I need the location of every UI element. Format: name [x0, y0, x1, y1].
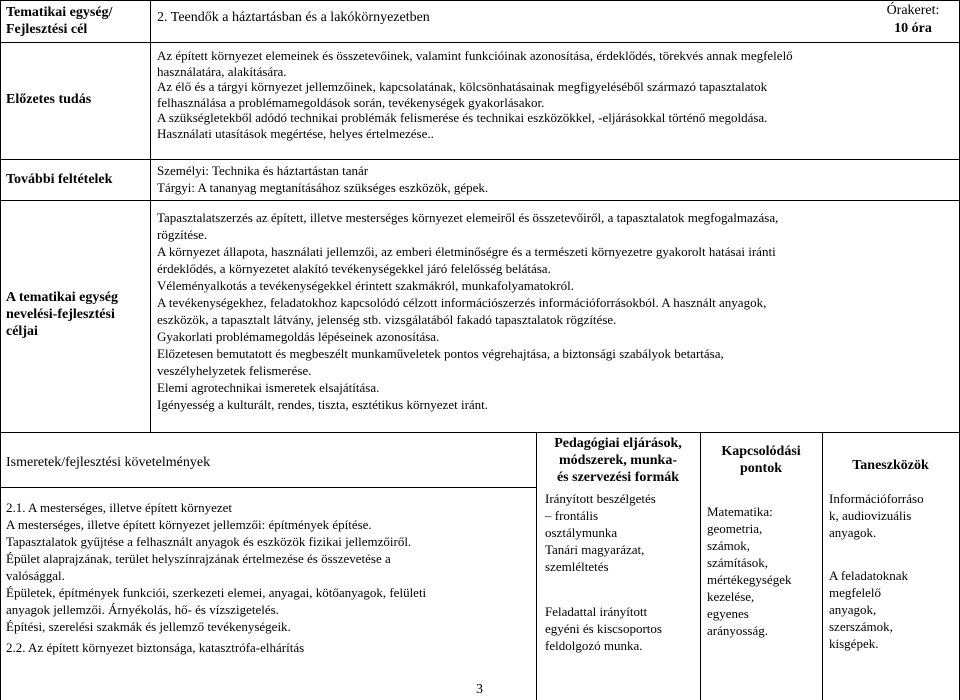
requirements-line: Épület alaprajzának, terület helyszínrajzának értelmezése és összevetése a — [6, 551, 391, 566]
objective-line: rögzítése. — [157, 227, 208, 242]
requirements-line: A mesterséges, illetve épített környezet jellemzői: építmények építése. — [6, 517, 372, 532]
prior-knowledge-line: Használati utasítások megértése, helyes értelmezése.. — [157, 126, 434, 141]
objective-line: Előzetesen bemutatott és megbeszélt munkaműveletek pontos végrehajtása, a biztonsági szabályok betartása, — [157, 346, 724, 361]
tools-line: szerszámok, — [829, 619, 893, 634]
grid-top — [0, 0, 960, 1]
requirements-line: Tapasztalatok gyűjtése a felhasznált anyagok és eszközök fizikai jellemzőiről. — [6, 534, 412, 549]
methods-header: és szervezési formák — [556, 470, 680, 485]
tools-line: megfelelő — [829, 585, 881, 600]
tools-line: Információforráso — [829, 491, 924, 506]
grid-col1 — [150, 0, 151, 432]
methods-line: – frontális — [545, 508, 599, 523]
connections-line: mértékegységek — [707, 572, 792, 587]
connections-line: arányosság. — [707, 623, 769, 638]
tools-line: A feladatoknak — [829, 568, 909, 583]
methods-line: Tanári magyarázat, — [545, 542, 645, 557]
objective-line: Gyakorlati problémamegoldás lépéseinek azonosítása. — [157, 329, 440, 344]
objective-line: Tapasztalatszerzés az épített, illetve mesterséges környezet elemeiről és összetevőiről, a tapasztalatok megfogalmazása, — [157, 210, 779, 225]
methods-line: Irányított beszélgetés — [545, 491, 656, 506]
objective-line: veszélyhelyzetek felismerése. — [157, 363, 312, 378]
requirements-line: Építési, szerelési szakmák és jellemző tevékenységeik. — [6, 619, 291, 634]
methods-line: szemléltetés — [545, 559, 609, 574]
requirements-line: anyagok jellemzői. Árnyékolás, hő- és vízszigetelés. — [6, 602, 279, 617]
tools-line: anyagok, — [829, 602, 877, 617]
further-conditions-label: További feltételek — [6, 172, 113, 187]
connections-line: Matematika: — [707, 504, 773, 519]
connections-header: Kapcsolódási — [721, 444, 801, 459]
connections-header: pontok — [739, 461, 783, 476]
objective-line: érdeklődés, a környezetet alakító tevékenységekkel járó felelősség belátása. — [157, 261, 551, 276]
methods-line: osztálymunka — [545, 525, 618, 540]
methods-line: egyéni és kiscsoportos — [545, 621, 662, 636]
requirements-line: valósággal. — [6, 568, 65, 583]
prior-knowledge-line: A szükségletekből adódó technikai problémák felismerése és technikai eszközökkel, -eljárásokkal történő megoldása. — [157, 110, 768, 126]
requirements-section-title: 2.1. A mesterséges, illetve épített környezet — [6, 500, 232, 515]
prior-knowledge-label: Előzetes tudás — [6, 92, 92, 107]
unit-title: 2. Teendők a háztartásban és a lakókörnyezetben — [157, 10, 430, 25]
tools-line: k, audiovizuális — [829, 508, 912, 523]
connections-line: kezelése, — [707, 589, 755, 604]
methods-header: Pedagógiai eljárások, — [554, 436, 682, 451]
requirements-section-title: 2.2. Az épített környezet biztonsága, katasztrófa-elhárítás — [6, 640, 305, 655]
methods-line: Feladattal irányított — [545, 604, 648, 619]
dev-goal-line: használatára, alakítására. — [157, 63, 287, 79]
further-conditions-line: Személyi: Technika és háztartástan tanár — [157, 163, 369, 178]
grid-row4 — [0, 432, 960, 433]
grid-left — [0, 0, 1, 700]
tools-line: anyagok. — [829, 525, 877, 540]
page-number: 3 — [476, 682, 483, 697]
connections-line: számítások, — [707, 555, 769, 570]
grid-row1 — [0, 42, 960, 43]
col1-title: Tematikai egység/ Fejlesztési cél — [6, 5, 113, 37]
objective-line: Elemi agrotechnikai ismeretek elsajátítása. — [157, 380, 380, 395]
connections-line: egyenes — [707, 606, 749, 621]
prior-knowledge-line: Az élő és a tárgyi környezet jellemzőinek, kapcsolatának, kölcsönhatásainak megfigyeléséből származó tapasztalatok — [157, 79, 768, 95]
further-conditions-line: Tárgyi: A tananyag megtanításához szükséges eszközök, gépek. — [157, 180, 489, 195]
tools-line: kisgépek. — [829, 636, 879, 651]
hours-value: 10 óra — [894, 21, 932, 36]
requirements-header: Ismeretek/fejlesztési követelmények — [6, 455, 211, 470]
connections-line: geometria, — [707, 521, 763, 536]
objective-line: Véleményalkotás a tevékenységekkel érintett szakmákról, munkafolyamatokról. — [157, 278, 574, 293]
tools-header: Taneszközök — [852, 458, 929, 473]
dev-goal-line: Az épített környezet elemeinek és összetevőinek, valamint funkcióinak azonosítása, érdeklődés, törekvés annak megfelelő — [157, 48, 793, 63]
objective-line: eszközök, a tapasztalt látvány, jelenség stb. vizsgálatából fakadó tapasztalatok rögzítése. — [157, 312, 617, 327]
prior-knowledge-line: felhasználása a problémamegoldások során, tevékenységek gyakorlásakor. — [157, 94, 545, 110]
grid-row2 — [0, 159, 960, 160]
grid-row5 — [0, 487, 536, 488]
methods-header: módszerek, munka- — [559, 453, 677, 468]
connections-line: számok, — [707, 538, 750, 553]
objective-line: A környezet állapota, használati jellemzői, az emberi életminőségre és a természeti környezetre gyakorolt hatásai iránti — [157, 244, 776, 259]
objective-line: A tevékenységekhez, feladatokhoz kapcsolódó célzott információszerzés információforrásokból. A használt anyagok, — [157, 295, 767, 310]
methods-line: feldolgozó munka. — [545, 638, 643, 653]
objectives-label: A tematikai egység nevelési-fejlesztési céljai — [6, 290, 118, 339]
requirements-line: Épületek, építmények funkciói, szerkezeti elemei, anyagai, kötőanyagok, felületi — [6, 585, 427, 600]
objective-line: Igényesség a kulturált, rendes, tiszta, esztétikus környezet iránt. — [157, 397, 489, 412]
hours-label: Órakeret: — [886, 3, 940, 18]
grid-row3 — [0, 200, 960, 201]
